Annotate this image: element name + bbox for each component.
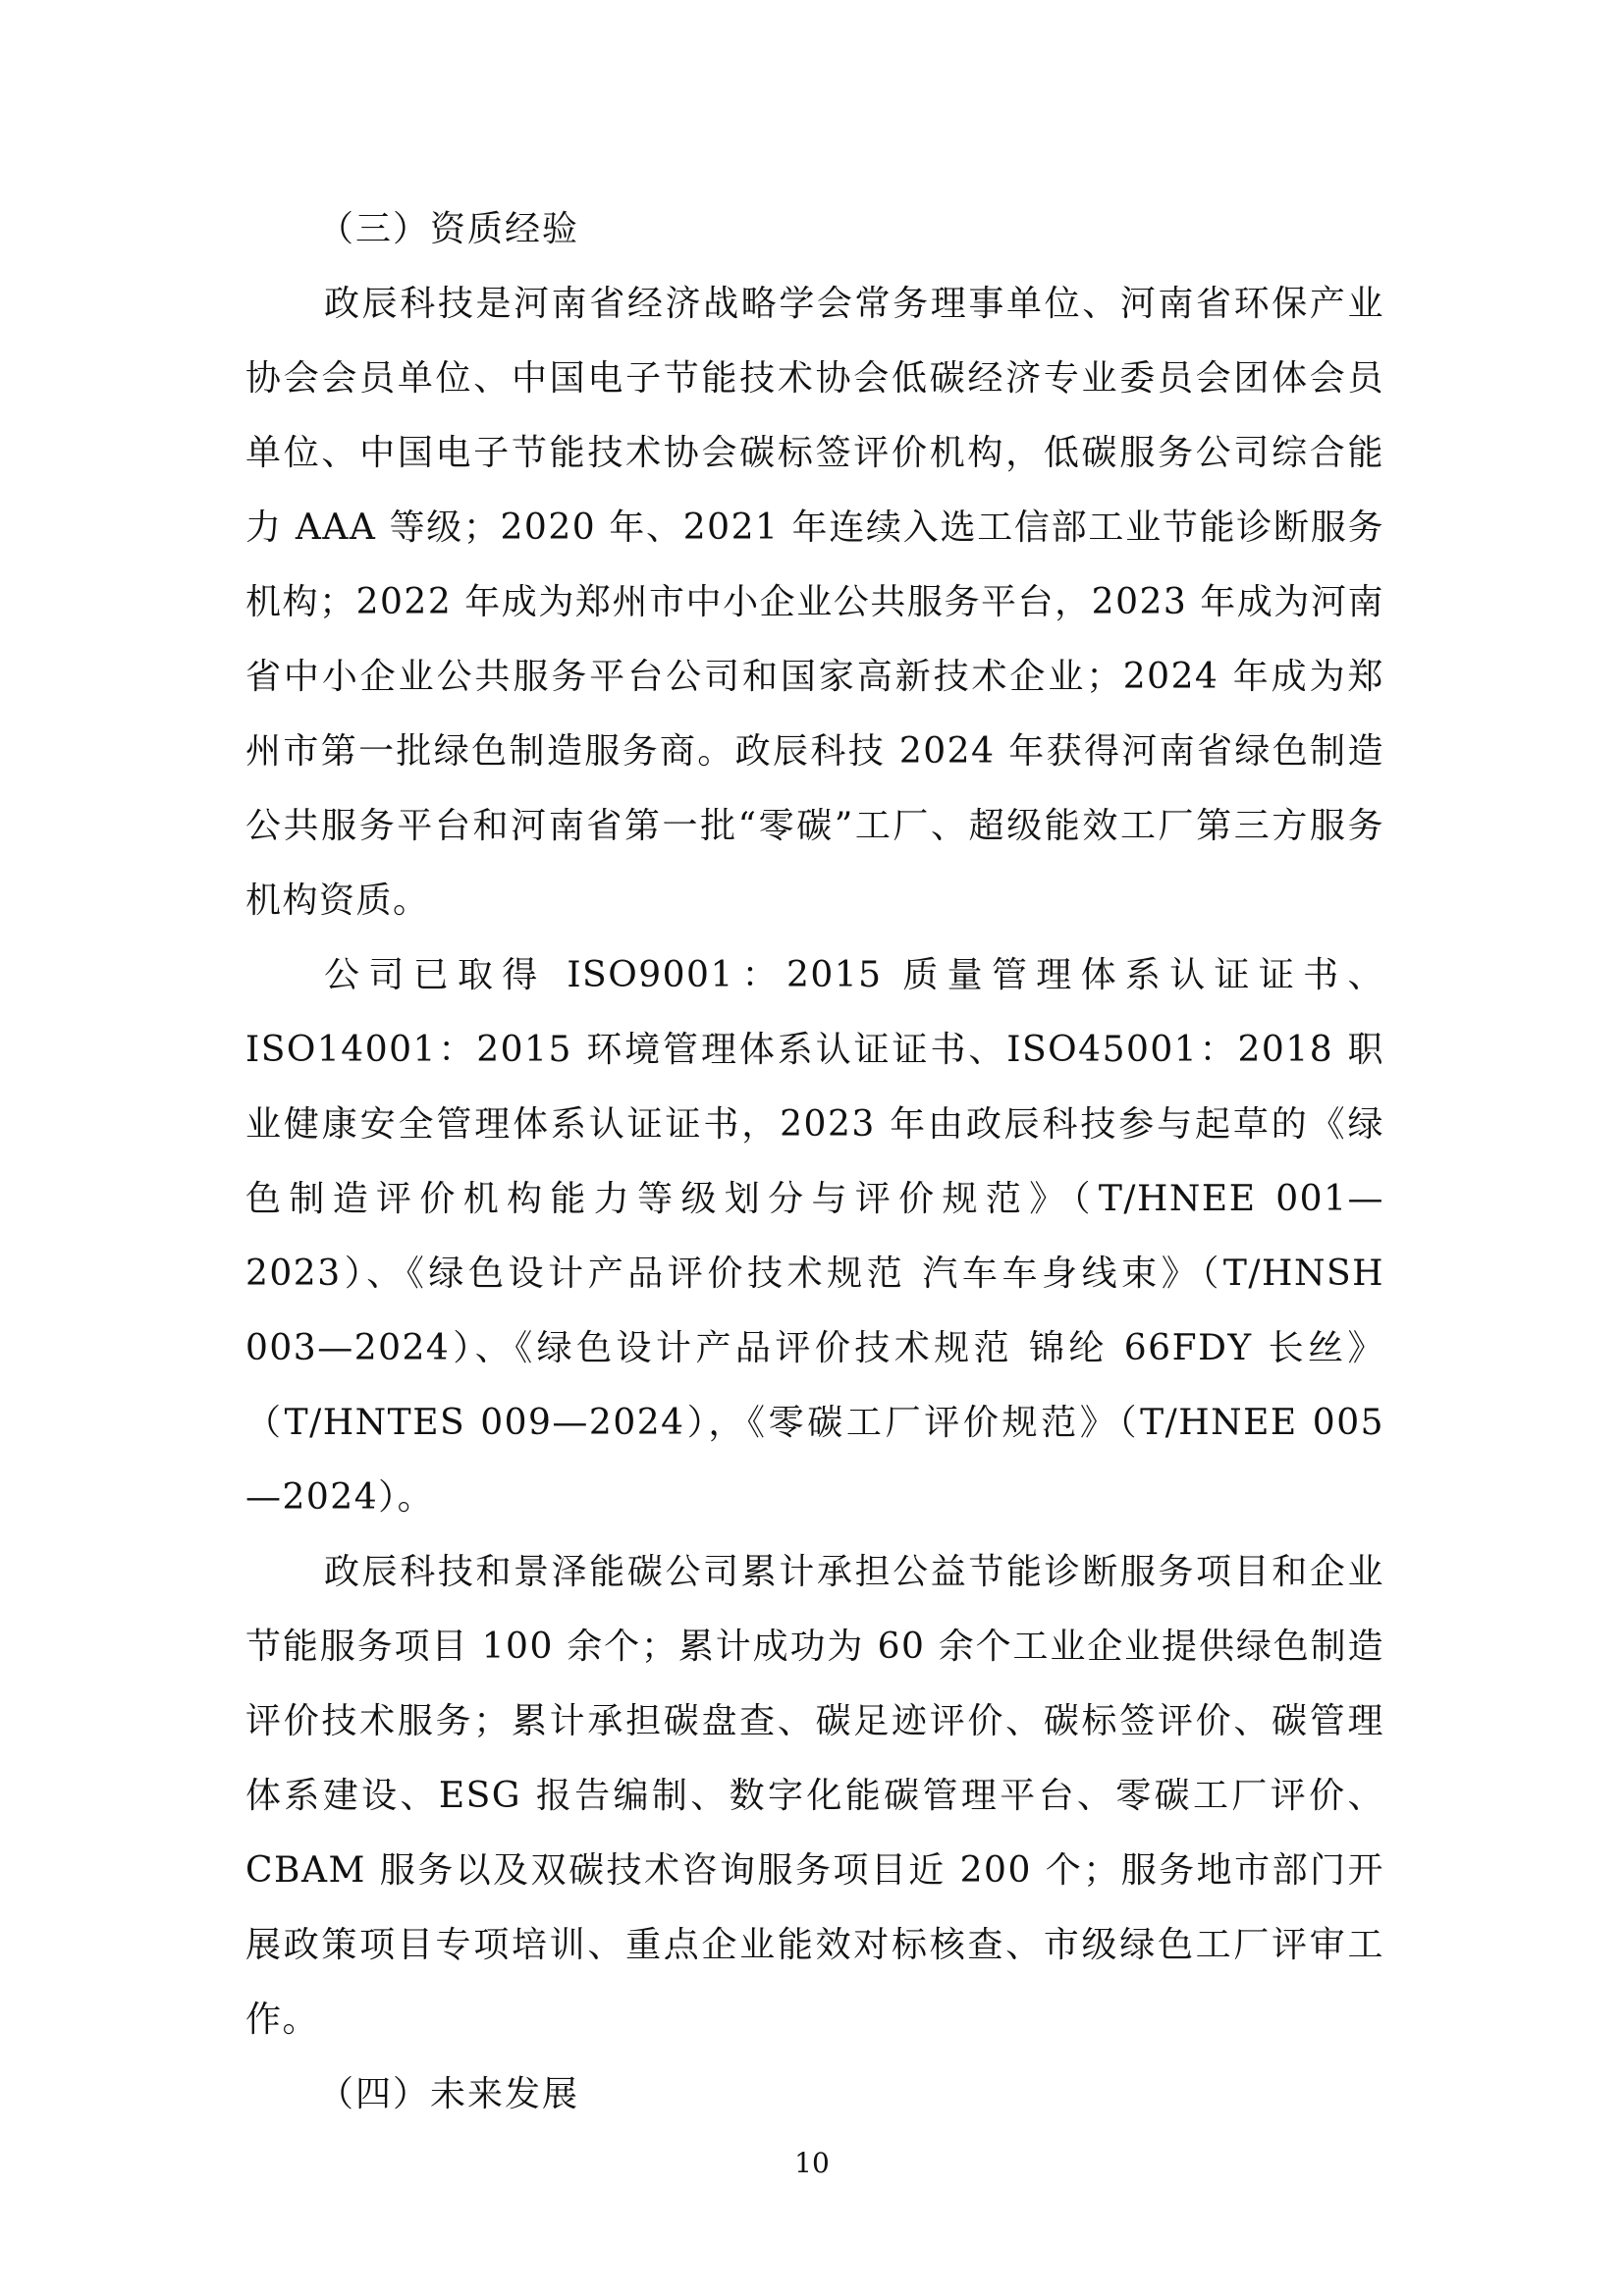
page-number: 10 [794,2147,830,2179]
section-heading-future-development: （四）未来发展 [318,2074,580,2114]
paragraph-service-projects: 政辰科技和景泽能碳公司累计承担公益节能诊断服务项目和企业节能服务项目 100 余个；累计成功为 60 余个工业企业提供绿色制造评价技术服务；累计承担碳盘查、碳足迹评价、碳标签评价、碳管理体系建设、ESG 报告编制、数字化能碳管理平台、零碳工厂评价、CBAM 服务以及双碳技术咨询服务项目近 200 个；服务地市部门开展政策项目专项培训、重点企业能效对标核查、市级绿色工厂评审工作。 [245,1552,1384,2040]
paragraph-certifications-standards: 公司已取得 ISO9001：2015 质量管理体系认证证书、ISO14001：2015 环境管理体系认证证书、ISO45001：2018 职业健康安全管理体系认证证书，2023 年由政辰科技参与起草的《绿色制造评价机构能力等级划分与评价规范》（T/HNEE 001—2023）、《绿色设计产品评价技术规范 汽车车身线束》（T/HNSH 003—2024）、《绿色设计产品评价技术规范 锦纶 66FDY 长丝》（T/HNTES 009—2024），《零碳工厂评价规范》（T/HNEE 005—2024）。 [245,955,1384,1518]
section-heading-qualifications: （三）资质经验 [318,209,580,249]
page-content [245,192,1384,2132]
paragraph-company-credentials: 政辰科技是河南省经济战略学会常务理事单位、河南省环保产业协会会员单位、中国电子节能技术协会低碳经济专业委员会团体会员单位、中国电子节能技术协会碳标签评价机构，低碳服务公司综合能力 AAA 等级；2020 年、2021 年连续入选工信部工业节能诊断服务机构；2022 年成为郑州市中小企业公共服务平台，2023 年成为河南省中小企业公共服务平台公司和国家高新技术企业；2024 年成为郑州市第一批绿色制造服务商。政辰科技 2024 年获得河南省绿色制造公共服务平台和河南省第一批“零碳”工厂、超级能效工厂第三方服务机构资质。 [245,284,1384,921]
